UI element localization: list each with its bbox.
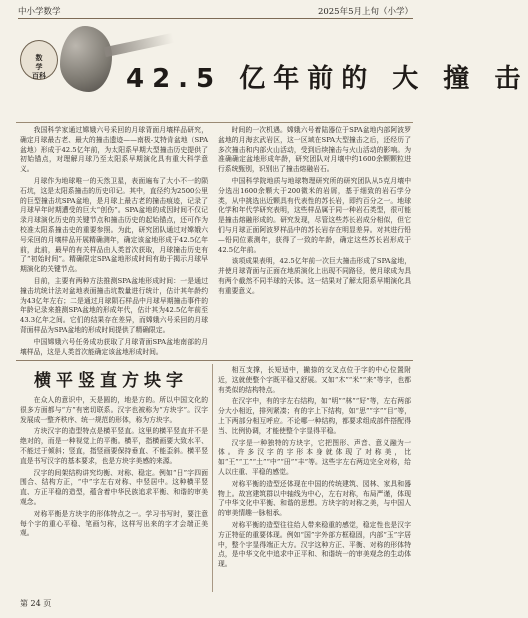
article2-right-p2: 在汉字中，有的字左右结构，如“明”“林”“好”等，左右两部分大小相近，排列紧凑；有的字上下结构，如“思”“字”“目”等，上下两部分相互呼应。不论哪一种结构，都要求组成部件搭配得当、比例协调，才能使整个字显得平稳。 — [218, 397, 411, 435]
article1-title-band — [16, 24, 528, 123]
article1-left-p4: 中国嫦娥六号任务成功获取了月球背面SPA盆地南部的月壤样品，这是人类首次能确定该盆地形成时间。 — [20, 337, 208, 356]
badge-line1: 数 — [35, 53, 43, 62]
article1-left-p3: 目前，主要有两种方法推测SPA盆地形成时间：一是通过撞击坑统计法对盆地表面撞击坑数量进行统计，估计其年龄约为43亿年左右；二是通过月球陨石样品中月球早期撞击事件的年龄记录来推测SPA盆地的形成年代，估计其为42.5亿年前至43.3亿年之间。它们的结果存在差异，而嫦娥六号采回的月球背面样品为SPA盆地的形成时间提供了精确限定。 — [20, 276, 208, 334]
article1-right-column — [218, 126, 411, 354]
article1-right-p1: 时间的一次机遇。嫦娥六号着陆器位于SPA盆地内部阿波罗盆地的月海玄武岩区，这一区域在SPA大型撞击之后，还经历了多次撞击和内部火山活动，受到后续撞击与火山活动的影响。为准确确定盆地形成年龄，研究团队对月壤中约1600余颗颗粒进行系统甄别，识别出了撞击熔融岩石。 — [218, 126, 411, 174]
issue-date: 2025年5月上旬（小学） — [317, 7, 413, 17]
page-header — [18, 4, 413, 19]
article1-left-p2: 月球作为地球唯一的天然卫星，表面遍布了大小不一的陨石坑，这是太阳系撞击的历史印记。其中，直径约为2500公里的巨型撞击坑SPA盆地，是月球上最古老的撞击痕迹，记录了月球早年时期遭受的巨大“创伤”。SPA盆地的成因时间不仅记录月球演化历史的关键节点和撞击历史的起始锚点，还可作为校准太阳系撞击史的重要参照。为此，研究团队通过对嫦娥六号采回的月壤样品开展精确测年，确定该盆地形成于42.5亿年前，此前，最早的有关样品由人类首次获取，月球撞击历史有了“初始时间”。精确限定SPA盆地形成时间有助于揭示月球早期演化的关键节点。 — [20, 176, 208, 274]
article1-title: 42.5 亿年前的 大 撞 击 — [126, 64, 528, 94]
article2-right-p4: 对称平衡的造型还体现在中国的传统建筑、园林、家具和器物上。故宫建筑群以中轴线为中心，左右对称，布局严谨，体现了中华文化中平衡、和谐的思想。方块字的对称之美，与中国人的审美情趣一脉相承。 — [218, 479, 411, 518]
article2-left-p4: 对称平衡是方块字的形体特点之一。学习书写时，要注意每个字的重心平稳、笔画匀称，这样写出来的字才会端正美观。 — [20, 509, 208, 538]
column-divider — [212, 364, 213, 592]
article2-right-p1: 相互支撑，长短适中，撇捺的交叉点位于字的中心位置附近，这就使整个字既平稳又舒展。又如“木”“米”“来”等字，也都有类似的结构特点。 — [218, 366, 411, 394]
article1-left-p1: 我国科学家通过嫦娥六号采回的月球背面月壤样品研究，确定月球最古老、最大的撞击遗迹——南极-艾特肯盆地（SPA盆地）形成于42.5亿年前，为太阳系早期大型撞击历史提供了初始锚点，对理解月球乃至太阳系早期演化具有重大科学意义。 — [20, 126, 208, 174]
article1-right-p2: 中国科学院地质与地球物理研究所的研究团队从5克月壤中分选出1600余颗大于200微米的岩屑，基于细致的岩石学分类，从中挑选出近颗具有代表性的苏长岩，即约百分之一。地球化学和年代学研究表明，这些样品属于同一种岩石类型，很可能是撞击熔融形成的。研究发现，尽管这些苏长岩成分相似，但它们与月球正面阿波罗样品中的苏长岩存在明显差异。对其进行铅—铅同位素测年，获得了一致的年龄，确定这些苏长岩形成于42.5亿年前。 — [218, 176, 411, 254]
badge-line2: 学 — [35, 62, 43, 71]
badge-line3: 百科 — [32, 71, 46, 80]
article2-right-p5: 对称平衡的造型往往给人带来稳重的感觉，稳定性也是汉字方正特征的重要体现。例如“国”字外部方框稳固，内部“玉”字居中，整个字显得端正大方。汉字这种方正、平衡、对称的形体特点，是中华文化中追求中正平和、和谐统一的审美观念的生动体现。 — [218, 520, 411, 569]
article2-title: 横平竖直方块字 — [34, 371, 188, 391]
article2-right-p3: 汉字是一种独特的方块字，它把图形、声音、意义融为一体。许多汉字的字形本身就体现了对称美，比如“王”“工”“土”“中”“田”“丰”等。这些字左右两边完全对称，给人以庄重、平稳的感觉。 — [218, 438, 411, 476]
article2-left-p3: 汉字的间架结构讲究均衡、对称、稳定。例如“日”字四面围合、结构方正，“中”字左右对称、中竖居中。这种横平竖直、方正平稳的造型，蕴含着中华民族追求平衡、和谐的审美观念。 — [20, 468, 208, 506]
article1-left-column — [20, 126, 208, 354]
article2-left-p2: 方块汉字的造型特点是横平竖直。这里的横平竖直并不是绝对的，而是一种视觉上的平衡。横平，指横画要大致水平、不能过于倾斜；竖直，指竖画要保持垂直、不能歪斜。横平竖直是书写汉字的基本要求，也是方块字美感的来源。 — [20, 427, 208, 465]
article1-right-p3: 该项成果表明，42.5亿年前一次巨大撞击形成了SPA盆地，并使月球背面与正面在地质演化上出现不同路径，使月球成为具有两个截然不同半球的天体。这一结果对了解太阳系早期演化具有重要意义。 — [218, 257, 411, 295]
section-divider — [16, 360, 413, 361]
column-badge — [20, 40, 58, 80]
article2-left-p1: 在众人的意识中，天是圆的，地是方的。所以中国文化的很多方面都与“方”有密切联系。汉字也被称为“方块字”。汉字发展成一整齐秩序、统一规范的形体，称为方块字。 — [20, 396, 208, 424]
magazine-name: 中小学数学 — [18, 7, 61, 17]
page-number: 第 24 页 — [20, 599, 52, 608]
impact-streak — [104, 33, 175, 57]
article2-right-column — [218, 366, 411, 592]
article2-left-column — [20, 396, 208, 592]
asteroid-illustration — [60, 26, 112, 92]
